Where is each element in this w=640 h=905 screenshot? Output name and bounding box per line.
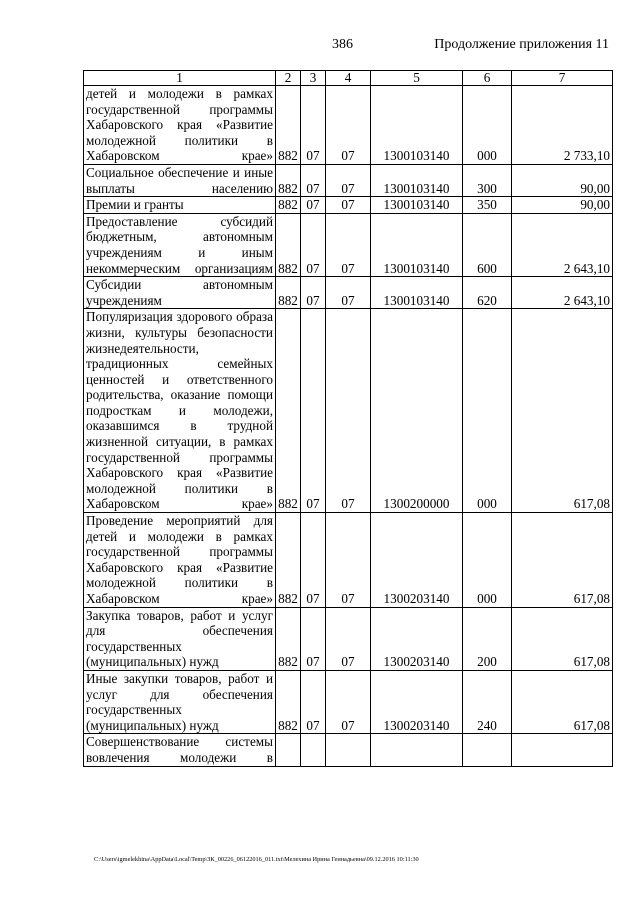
table-row <box>84 197 613 214</box>
row-name: Совершенствование системы вовлечения молодежи в <box>84 734 276 766</box>
row-code-6: 350 <box>463 197 512 214</box>
row-name: Проведение мероприятий для детей и молодежи в рамках государственной программы Хабаровского края «Развитие молодежной политики в Хабаровском крае» <box>84 513 276 608</box>
row-code-3: 07 <box>301 670 326 733</box>
row-code-4: 07 <box>326 513 371 608</box>
row-code-3: 07 <box>301 513 326 608</box>
row-code-5: 1300103140 <box>371 86 463 165</box>
row-code-6: 200 <box>463 607 512 670</box>
table-row <box>84 86 613 165</box>
table-row <box>84 277 613 309</box>
row-code-3: 07 <box>301 213 326 276</box>
row-code-6: 240 <box>463 670 512 733</box>
row-amount <box>512 734 613 766</box>
header-cell: 3 <box>301 71 326 86</box>
row-code-2: 882 <box>276 670 301 733</box>
row-code-4: 07 <box>326 670 371 733</box>
row-amount: 617,08 <box>512 607 613 670</box>
row-code-2: 882 <box>276 277 301 309</box>
row-code-4: 07 <box>326 164 371 196</box>
row-code-6: 000 <box>463 86 512 165</box>
row-code-4: 07 <box>326 277 371 309</box>
row-code-2: 882 <box>276 197 301 214</box>
row-code-3: 07 <box>301 309 326 513</box>
row-amount: 617,08 <box>512 670 613 733</box>
row-code-2: 882 <box>276 213 301 276</box>
row-code-2: 882 <box>276 607 301 670</box>
row-code-6: 300 <box>463 164 512 196</box>
header-cell: 2 <box>276 71 301 86</box>
row-code-5: 1300200000 <box>371 309 463 513</box>
row-code-2: 882 <box>276 309 301 513</box>
page-number: 386 <box>332 37 353 52</box>
row-code-3: 07 <box>301 197 326 214</box>
row-amount: 617,08 <box>512 513 613 608</box>
header-cell: 1 <box>84 71 276 86</box>
row-code-4: 07 <box>326 86 371 165</box>
table-row <box>84 607 613 670</box>
row-code-4: 07 <box>326 309 371 513</box>
table-row <box>84 734 613 766</box>
table-row <box>84 213 613 276</box>
row-code-5: 1300203140 <box>371 670 463 733</box>
row-name: Иные закупки товаров, работ и услуг для обеспечения государственных (муниципальных) нужд <box>84 670 276 733</box>
row-code-6 <box>463 734 512 766</box>
row-code-5 <box>371 734 463 766</box>
row-amount: 90,00 <box>512 164 613 196</box>
row-code-6: 620 <box>463 277 512 309</box>
row-code-5: 1300103140 <box>371 213 463 276</box>
row-amount: 2 643,10 <box>512 213 613 276</box>
row-amount: 617,08 <box>512 309 613 513</box>
row-code-6: 000 <box>463 309 512 513</box>
header-cell: 5 <box>371 71 463 86</box>
row-code-6: 600 <box>463 213 512 276</box>
table-row <box>84 164 613 196</box>
row-code-3: 07 <box>301 86 326 165</box>
row-name: Закупка товаров, работ и услуг для обеспечения государственных (муниципальных) нужд <box>84 607 276 670</box>
row-name: Предоставление субсидий бюджетным, автономным учреждениям и иным некоммерческим организациям <box>84 213 276 276</box>
row-code-2: 882 <box>276 513 301 608</box>
row-name: Премии и гранты <box>84 197 276 214</box>
row-code-2: 882 <box>276 164 301 196</box>
row-code-4: 07 <box>326 197 371 214</box>
row-code-4: 07 <box>326 607 371 670</box>
header-cell: 7 <box>512 71 613 86</box>
row-code-3: 07 <box>301 277 326 309</box>
row-code-4 <box>326 734 371 766</box>
row-amount: 90,00 <box>512 197 613 214</box>
header-row <box>84 71 613 86</box>
row-name: Субсидии автономным учреждениям <box>84 277 276 309</box>
row-name: Популяризация здорового образа жизни, культуры безопасности жизнедеятельности, традиционных семейных ценностей и ответственного родительства, оказание помощи подросткам и молодежи, оказавшимся в трудной жизненной ситуации, в рамках государственной программы Хабаровского края «Развитие молодежной политики в Хабаровском крае» <box>84 309 276 513</box>
row-code-3: 07 <box>301 607 326 670</box>
row-code-6: 000 <box>463 513 512 608</box>
row-name: Социальное обеспечение и иные выплаты населению <box>84 164 276 196</box>
row-code-5: 1300103140 <box>371 197 463 214</box>
row-code-5: 1300103140 <box>371 164 463 196</box>
table-row <box>84 670 613 733</box>
row-code-5: 1300103140 <box>371 277 463 309</box>
row-code-4: 07 <box>326 213 371 276</box>
table-row <box>84 309 613 513</box>
row-code-3 <box>301 734 326 766</box>
row-code-3: 07 <box>301 164 326 196</box>
footer-path: C:\Users\igmelekhina\AppData\Local\Temp\ЗК_00226_06122016_011.txt\Мелехина Ирина Геннадьевна\09.12.2016 10:11:30 <box>94 856 419 863</box>
header-cell: 4 <box>326 71 371 86</box>
row-code-5: 1300203140 <box>371 607 463 670</box>
row-code-2 <box>276 734 301 766</box>
row-code-5: 1300203140 <box>371 513 463 608</box>
row-code-2: 882 <box>276 86 301 165</box>
budget-table <box>83 70 613 767</box>
header-note: Продолжение приложения 11 <box>434 37 609 52</box>
row-amount: 2 643,10 <box>512 277 613 309</box>
row-amount: 2 733,10 <box>512 86 613 165</box>
table-row <box>84 513 613 608</box>
header-cell: 6 <box>463 71 512 86</box>
row-name: детей и молодежи в рамках государственной программы Хабаровского края «Развитие молодежной политики в Хабаровском крае» <box>84 86 276 165</box>
